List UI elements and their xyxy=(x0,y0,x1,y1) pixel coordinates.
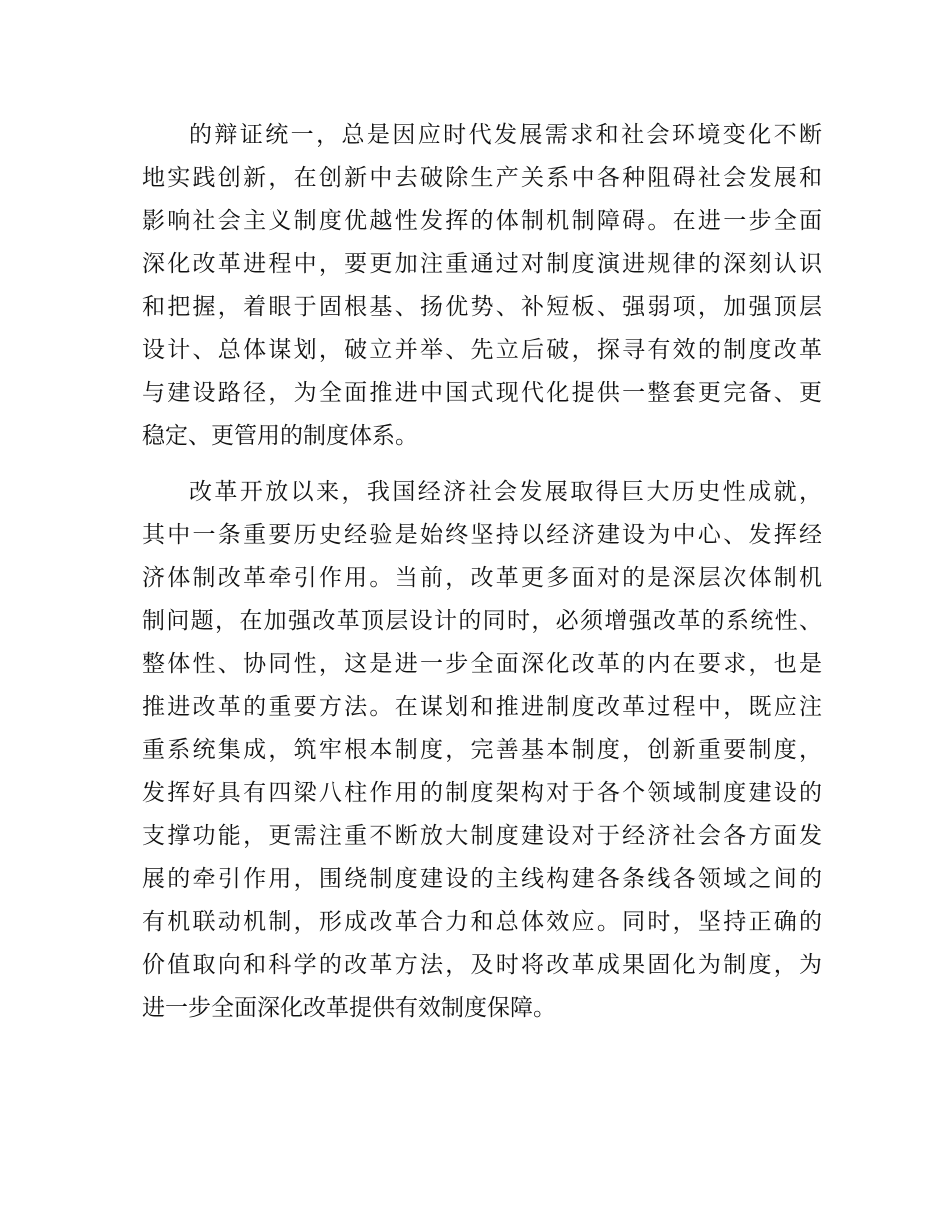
text-line: 和把握，着眼于固根基、扬优势、补短板、强弱项，加强顶层 xyxy=(142,294,822,320)
text-line: 价值取向和科学的改革方法，及时将改革成果固化为制度，为 xyxy=(142,952,822,978)
text-line: 推进改革的重要方法。在谋划和推进制度改革过程中，既应注 xyxy=(142,694,822,720)
text-line: 重系统集成，筑牢根本制度，完善基本制度，创新重要制度， xyxy=(142,737,822,763)
text-line: 展的牵引作用，围绕制度建设的主线构建各条线各领域之间的 xyxy=(142,866,822,892)
text-line: 稳定、更管用的制度体系。 xyxy=(142,423,418,449)
text-line: 支撑功能，更需注重不断放大制度建设对于经济社会各方面发 xyxy=(142,823,822,849)
text-line: 影响社会主义制度优越性发挥的体制机制障碍。在进一步全面 xyxy=(142,208,822,234)
text-line: 改革开放以来，我国经济社会发展取得巨大历史性成就， xyxy=(189,479,822,505)
text-line: 深化改革进程中，要更加注重通过对制度演进规律的深刻认识 xyxy=(142,251,822,277)
text-line: 济体制改革牵引作用。当前，改革更多面对的是深层次体制机 xyxy=(142,565,822,591)
text-line: 其中一条重要历史经验是始终坚持以经济建设为中心、发挥经 xyxy=(142,522,822,548)
text-line: 进一步全面深化改革提供有效制度保障。 xyxy=(142,995,556,1021)
text-line: 设计、总体谋划，破立并举、先立后破，探寻有效的制度改革 xyxy=(142,337,822,363)
text-line: 整体性、协同性，这是进一步全面深化改革的内在要求，也是 xyxy=(142,651,822,677)
text-line: 有机联动机制，形成改革合力和总体效应。同时，坚持正确的 xyxy=(142,909,822,935)
text-line: 发挥好具有四梁八柱作用的制度架构对于各个领域制度建设的 xyxy=(142,780,822,806)
text-line: 地实践创新，在创新中去破除生产关系中各种阻碍社会发展和 xyxy=(142,165,822,191)
text-line: 制问题，在加强改革顶层设计的同时，必须增强改革的系统性、 xyxy=(142,608,822,634)
text-line: 的辩证统一，总是因应时代发展需求和社会环境变化不断 xyxy=(189,122,822,148)
text-line: 与建设路径，为全面推进中国式现代化提供一整套更完备、更 xyxy=(142,380,822,406)
